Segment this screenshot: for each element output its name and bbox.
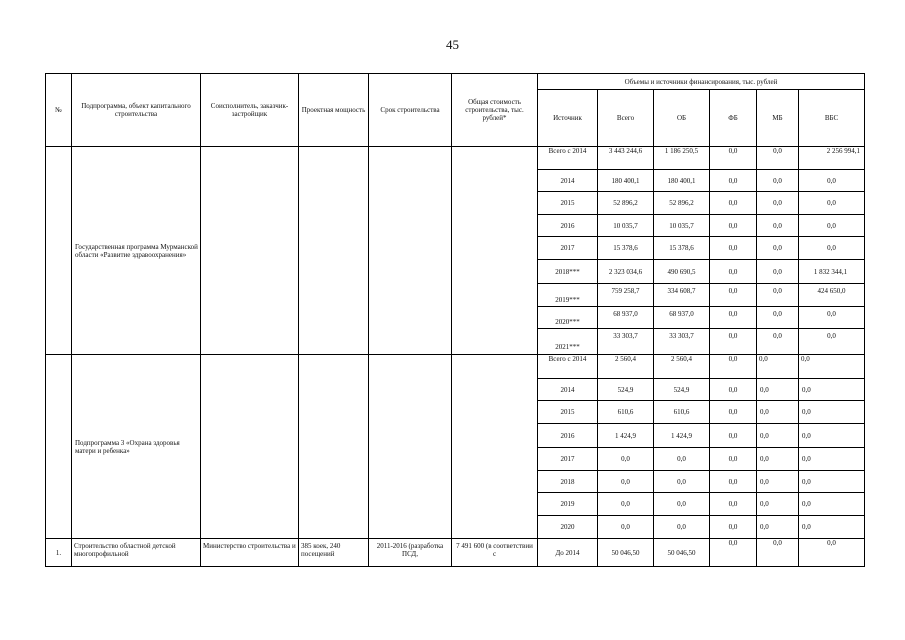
table-row xyxy=(46,147,865,170)
fb-cell: 0,0 xyxy=(710,424,757,448)
fb-cell: 0,0 xyxy=(710,516,757,539)
object-coexecutor: Министерство строительства и xyxy=(201,539,299,567)
vbs-cell: 0,0 xyxy=(799,329,865,355)
source-cell: До 2014 xyxy=(538,539,598,567)
object-num: 1. xyxy=(46,539,72,567)
ob-cell: 334 608,7 xyxy=(654,284,710,307)
source-cell: 2019 xyxy=(538,493,598,516)
total-cell: 15 378,6 xyxy=(598,237,654,260)
object-name: Строительство областной детской многопрофильной xyxy=(72,539,201,567)
ob-cell: 10 035,7 xyxy=(654,215,710,237)
total-cell: 10 035,7 xyxy=(598,215,654,237)
section-program-name: Государственная программа Мурманской области «Развитие здравоохранения» xyxy=(72,147,201,355)
source-cell: 2014 xyxy=(538,170,598,192)
mb-cell: 0,0 xyxy=(757,355,799,379)
ob-cell: 0,0 xyxy=(654,448,710,471)
table-row xyxy=(46,539,865,567)
mb-cell: 0,0 xyxy=(757,284,799,307)
fb-cell: 0,0 xyxy=(710,284,757,307)
source-cell: 2017 xyxy=(538,237,598,260)
header-source: Источник xyxy=(538,90,598,147)
total-cell: 3 443 244,6 xyxy=(598,147,654,170)
mb-cell: 0,0 xyxy=(757,215,799,237)
fb-cell: 0,0 xyxy=(710,215,757,237)
source-cell: 2015 xyxy=(538,192,598,215)
vbs-cell: 0,0 xyxy=(799,237,865,260)
header-mb: МБ xyxy=(757,90,799,147)
total-cell: 180 400,1 xyxy=(598,170,654,192)
mb-cell: 0,0 xyxy=(757,192,799,215)
source-cell: 2018 xyxy=(538,471,598,493)
vbs-cell: 0,0 xyxy=(799,424,865,448)
vbs-cell: 0,0 xyxy=(799,539,865,567)
mb-cell: 0,0 xyxy=(757,424,799,448)
vbs-cell: 0,0 xyxy=(799,215,865,237)
total-cell: 0,0 xyxy=(598,448,654,471)
total-cell: 610,6 xyxy=(598,401,654,424)
vbs-cell: 0,0 xyxy=(799,379,865,401)
header-num: № xyxy=(46,74,72,147)
vbs-cell: 0,0 xyxy=(799,401,865,424)
source-cell: 2015 xyxy=(538,401,598,424)
total-cell: 1 424,9 xyxy=(598,424,654,448)
section-cost-cell xyxy=(452,147,538,355)
mb-cell: 0,0 xyxy=(757,471,799,493)
vbs-cell: 2 256 994,1 xyxy=(799,147,865,170)
fb-cell: 0,0 xyxy=(710,539,757,567)
mb-cell: 0,0 xyxy=(757,448,799,471)
source-cell: Всего с 2014 xyxy=(538,355,598,379)
total-cell: 0,0 xyxy=(598,493,654,516)
mb-cell: 0,0 xyxy=(757,401,799,424)
vbs-cell: 1 832 344,1 xyxy=(799,260,865,284)
vbs-cell: 0,0 xyxy=(799,448,865,471)
header-financing: Объемы и источники финансирования, тыс. рублей xyxy=(538,74,865,90)
fb-cell: 0,0 xyxy=(710,307,757,329)
total-cell: 759 258,7 xyxy=(598,284,654,307)
financing-table xyxy=(45,73,865,567)
ob-cell: 1 424,9 xyxy=(654,424,710,448)
ob-cell: 490 690,5 xyxy=(654,260,710,284)
section-term-cell xyxy=(369,147,452,355)
ob-cell: 33 303,7 xyxy=(654,329,710,355)
source-cell: 2016 xyxy=(538,215,598,237)
source-cell: 2021*** xyxy=(538,329,598,355)
total-cell: 0,0 xyxy=(598,471,654,493)
section-subprogram-name: Подпрограмма 3 «Охрана здоровья матери и ребенка» xyxy=(72,355,201,539)
section-num-cell xyxy=(46,355,72,539)
vbs-cell: 0,0 xyxy=(799,355,865,379)
fb-cell: 0,0 xyxy=(710,493,757,516)
vbs-cell: 424 650,0 xyxy=(799,284,865,307)
source-cell: 2018*** xyxy=(538,260,598,284)
mb-cell: 0,0 xyxy=(757,539,799,567)
ob-cell: 180 400,1 xyxy=(654,170,710,192)
fb-cell: 0,0 xyxy=(710,401,757,424)
ob-cell: 1 186 250,5 xyxy=(654,147,710,170)
mb-cell: 0,0 xyxy=(757,516,799,539)
vbs-cell: 0,0 xyxy=(799,307,865,329)
fb-cell: 0,0 xyxy=(710,379,757,401)
total-cell: 33 303,7 xyxy=(598,329,654,355)
header-capacity: Проектная мощность xyxy=(299,74,369,147)
fb-cell: 0,0 xyxy=(710,192,757,215)
ob-cell: 15 378,6 xyxy=(654,237,710,260)
source-cell: Всего с 2014 xyxy=(538,147,598,170)
fb-cell: 0,0 xyxy=(710,355,757,379)
total-cell: 2 323 034,6 xyxy=(598,260,654,284)
source-cell: 2019*** xyxy=(538,284,598,307)
header-vbs: ВБС xyxy=(799,90,865,147)
mb-cell: 0,0 xyxy=(757,237,799,260)
mb-cell: 0,0 xyxy=(757,170,799,192)
fb-cell: 0,0 xyxy=(710,170,757,192)
total-cell: 50 046,50 xyxy=(598,539,654,567)
section-capacity-cell xyxy=(299,355,369,539)
section-term-cell xyxy=(369,355,452,539)
header-total: Всего xyxy=(598,90,654,147)
fb-cell: 0,0 xyxy=(710,260,757,284)
ob-cell: 50 046,50 xyxy=(654,539,710,567)
fb-cell: 0,0 xyxy=(710,329,757,355)
vbs-cell: 0,0 xyxy=(799,192,865,215)
fb-cell: 0,0 xyxy=(710,237,757,260)
source-cell: 2014 xyxy=(538,379,598,401)
source-cell: 2020*** xyxy=(538,307,598,329)
total-cell: 524,9 xyxy=(598,379,654,401)
source-cell: 2017 xyxy=(538,448,598,471)
total-cell: 52 896,2 xyxy=(598,192,654,215)
mb-cell: 0,0 xyxy=(757,307,799,329)
ob-cell: 0,0 xyxy=(654,471,710,493)
header-fb: ФБ xyxy=(710,90,757,147)
section-capacity-cell xyxy=(299,147,369,355)
fb-cell: 0,0 xyxy=(710,147,757,170)
section-coexecutor-cell xyxy=(201,147,299,355)
total-cell: 2 560,4 xyxy=(598,355,654,379)
mb-cell: 0,0 xyxy=(757,147,799,170)
mb-cell: 0,0 xyxy=(757,379,799,401)
page-number: 45 xyxy=(446,37,459,52)
ob-cell: 52 896,2 xyxy=(654,192,710,215)
ob-cell: 2 560,4 xyxy=(654,355,710,379)
fb-cell: 0,0 xyxy=(710,471,757,493)
total-cell: 0,0 xyxy=(598,516,654,539)
section-coexecutor-cell xyxy=(201,355,299,539)
ob-cell: 610,6 xyxy=(654,401,710,424)
source-cell: 2016 xyxy=(538,424,598,448)
object-capacity: 385 коек, 240 посещений xyxy=(299,539,369,567)
header-total-cost: Общая стоимость строительства, тыс. рублей* xyxy=(452,74,538,147)
mb-cell: 0,0 xyxy=(757,329,799,355)
header-row-1 xyxy=(46,74,865,90)
source-cell: 2020 xyxy=(538,516,598,539)
section-cost-cell xyxy=(452,355,538,539)
header-subprogram: Подпрограмма, объект капитального строительства xyxy=(72,74,201,147)
fb-cell: 0,0 xyxy=(710,448,757,471)
ob-cell: 0,0 xyxy=(654,516,710,539)
object-cost: 7 491 600 (в соответствии с xyxy=(452,539,538,567)
mb-cell: 0,0 xyxy=(757,493,799,516)
section-num-cell xyxy=(46,147,72,355)
ob-cell: 524,9 xyxy=(654,379,710,401)
header-ob: ОБ xyxy=(654,90,710,147)
vbs-cell: 0,0 xyxy=(799,170,865,192)
header-term: Срок строительства xyxy=(369,74,452,147)
vbs-cell: 0,0 xyxy=(799,471,865,493)
table-row xyxy=(46,355,865,379)
object-term: 2011-2016 (разработка ПСД, xyxy=(369,539,452,567)
ob-cell: 0,0 xyxy=(654,493,710,516)
ob-cell: 68 937,0 xyxy=(654,307,710,329)
mb-cell: 0,0 xyxy=(757,260,799,284)
vbs-cell: 0,0 xyxy=(799,493,865,516)
vbs-cell: 0,0 xyxy=(799,516,865,539)
header-coexecutor: Соисполнитель, заказчик-застройщик xyxy=(201,74,299,147)
total-cell: 68 937,0 xyxy=(598,307,654,329)
